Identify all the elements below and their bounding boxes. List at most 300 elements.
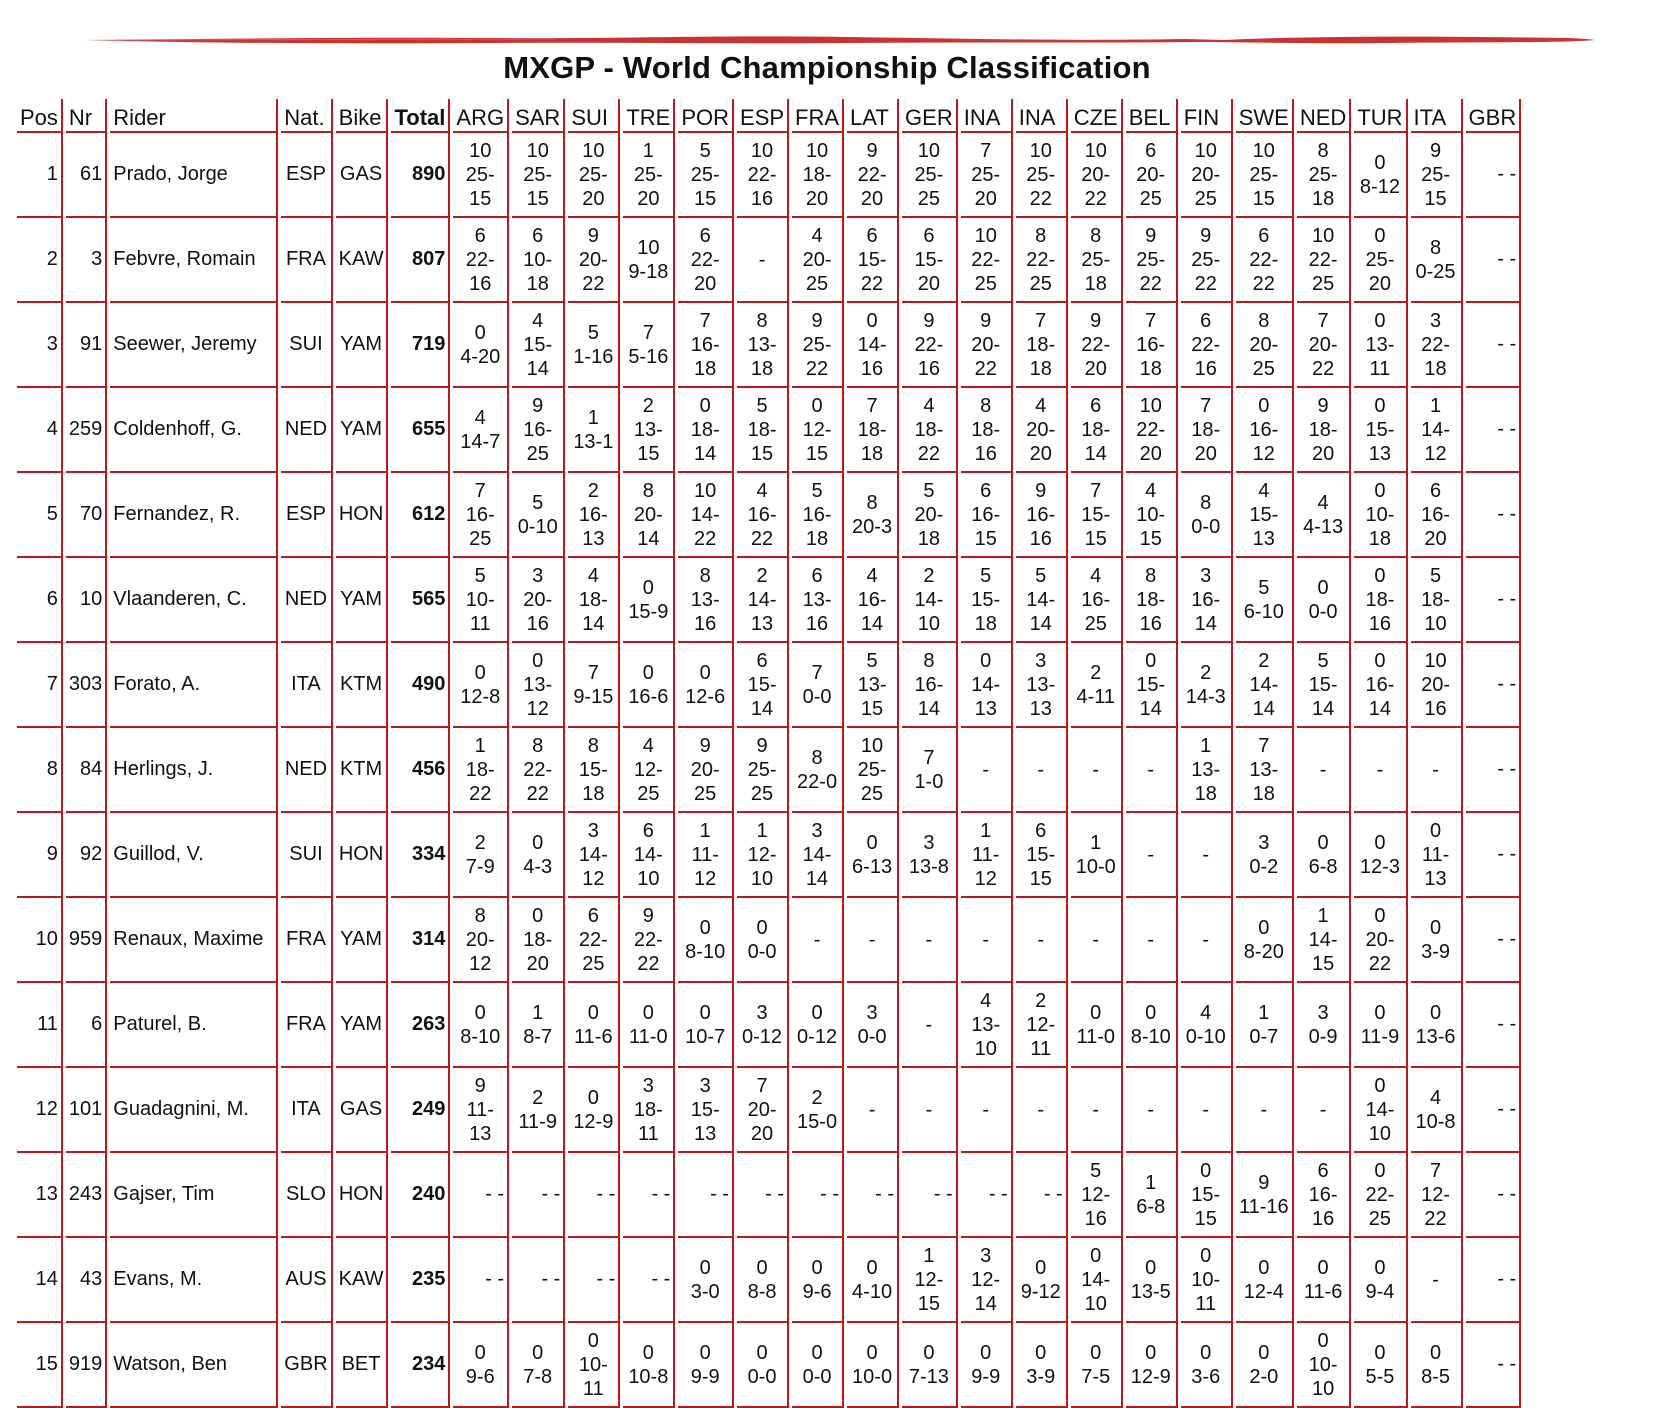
- round-points: 7: [474, 479, 486, 502]
- heat-points: 22-: [1249, 248, 1279, 271]
- heat-points: 20: [974, 187, 997, 210]
- column-header-nat: Nat.: [281, 99, 332, 133]
- round-points: 8: [532, 734, 544, 757]
- heat-points: 16-: [1365, 673, 1395, 696]
- nationality-cell: GBR: [281, 1323, 332, 1408]
- round-result-cell: [792, 1153, 844, 1238]
- heat-points: 15: [1252, 187, 1275, 210]
- round-result-cell: [1181, 1238, 1233, 1323]
- round-result-cell: [1411, 813, 1463, 898]
- heat-points: - -: [820, 1183, 840, 1205]
- heat-points: 11-: [691, 843, 719, 866]
- round-result-cell: [1236, 558, 1294, 643]
- round-result-cell: [792, 218, 844, 303]
- heat-points: 0-25: [1415, 260, 1456, 283]
- round-points: 4: [532, 309, 544, 332]
- heat-points: -: [813, 928, 821, 951]
- round-result-cell: [1071, 303, 1123, 388]
- round-points: 0: [587, 1329, 599, 1352]
- round-points: 4: [1035, 394, 1047, 417]
- round-result-cell: [961, 303, 1013, 388]
- heat-points: 25: [750, 782, 774, 805]
- round-result-cell: [678, 1323, 734, 1408]
- round-result-cell: [568, 473, 620, 558]
- heat-points: 18-: [578, 588, 608, 611]
- round-result-cell: [1354, 1238, 1407, 1323]
- round-points: 6: [1258, 224, 1270, 247]
- nationality-cell: ESP: [281, 133, 332, 218]
- heat-points: 25: [694, 782, 717, 805]
- round-result-cell: [512, 558, 565, 643]
- heat-points: 13-: [971, 1013, 1001, 1036]
- heat-points: 25-: [1136, 248, 1166, 271]
- round-points: 2: [532, 1086, 544, 1109]
- heat-points: 25-: [1026, 163, 1056, 186]
- bike-cell: KTM: [336, 728, 389, 813]
- round-result-cell: [568, 388, 620, 473]
- round-result-cell: [1297, 1323, 1351, 1408]
- round-points: 3: [1429, 309, 1442, 332]
- round-points: 3: [1200, 564, 1212, 587]
- round-result-cell: [1354, 218, 1407, 303]
- round-result-cell: [1354, 983, 1407, 1068]
- round-result-cell: [1354, 133, 1407, 218]
- heat-points: 16-: [802, 503, 832, 526]
- round-result-cell: [1466, 813, 1522, 898]
- round-points: 10: [1252, 139, 1275, 162]
- round-points: 6: [1317, 1159, 1329, 1182]
- round-result-cell: [1411, 388, 1463, 473]
- heat-points: 20-: [1081, 163, 1111, 186]
- round-result-cell: [1354, 303, 1407, 388]
- round-points: 1: [1145, 1171, 1157, 1194]
- position-cell: 4: [17, 388, 63, 473]
- round-points: 9: [587, 224, 599, 247]
- round-result-cell: [1181, 1323, 1233, 1408]
- round-points: 0: [1258, 394, 1270, 417]
- round-points: 7: [756, 1074, 768, 1097]
- round-result-cell: [1181, 303, 1233, 388]
- round-result-cell: [623, 728, 675, 813]
- round-result-cell: [792, 813, 844, 898]
- heat-points: 20: [1368, 272, 1392, 295]
- heat-points: 10: [974, 1037, 997, 1060]
- rider-number-cell: 10: [66, 558, 107, 643]
- heat-points: 20-: [465, 928, 495, 951]
- round-result-cell: [678, 1238, 734, 1323]
- round-result-cell: [1016, 1068, 1068, 1153]
- heat-points: 22: [1084, 187, 1107, 210]
- round-result-cell: [1126, 218, 1178, 303]
- round-points: 0: [699, 1341, 711, 1364]
- round-points: 0: [1200, 1159, 1212, 1182]
- heat-points: 25: [1084, 612, 1107, 635]
- round-points: 0: [1374, 479, 1386, 502]
- heat-points: -: [1319, 1098, 1327, 1121]
- round-result-cell: [961, 1068, 1013, 1153]
- round-result-cell: [1181, 558, 1233, 643]
- round-result-cell: [1236, 388, 1294, 473]
- round-points: 10: [1311, 224, 1335, 247]
- round-points: 0: [474, 321, 486, 344]
- round-points: 10: [694, 479, 717, 502]
- round-result-cell: [847, 1068, 899, 1153]
- heat-points: 13: [974, 697, 997, 720]
- round-points: 7: [980, 139, 992, 162]
- round-result-cell: [1354, 1068, 1407, 1153]
- round-points: 0: [1374, 1074, 1386, 1097]
- round-points: 0: [1145, 1256, 1157, 1279]
- round-result-cell: [568, 983, 620, 1068]
- heat-points: -: [1260, 1098, 1268, 1121]
- heat-points: 0-0: [1191, 515, 1221, 538]
- round-result-cell: [1236, 983, 1294, 1068]
- round-points: 0: [532, 831, 544, 854]
- round-result-cell: [737, 218, 789, 303]
- heat-points: 18-: [802, 163, 832, 186]
- heat-points: -: [1037, 758, 1045, 781]
- heat-points: 20: [1311, 442, 1335, 465]
- round-result-cell: [1297, 813, 1351, 898]
- heat-points: 18: [1084, 272, 1107, 295]
- heat-points: 6-8: [1308, 855, 1338, 878]
- round-points: 0: [642, 576, 654, 599]
- heat-points: 12-: [633, 758, 663, 781]
- heat-points: 22: [1368, 952, 1392, 975]
- round-result-cell: [902, 813, 958, 898]
- heat-points: 20: [1139, 442, 1162, 465]
- round-result-cell: [1411, 1323, 1463, 1408]
- column-header-lat-13: LAT: [847, 99, 899, 133]
- round-result-cell: [737, 1323, 789, 1408]
- table-row: [17, 728, 1521, 813]
- heat-points: 4-10: [852, 1280, 893, 1303]
- heat-points: 13-: [523, 673, 553, 696]
- heat-points: 3-0: [690, 1280, 720, 1303]
- heat-points: 11-0: [629, 1025, 668, 1048]
- round-result-cell: [568, 898, 620, 983]
- round-result-cell: [1126, 1068, 1178, 1153]
- round-points: 0: [1374, 394, 1386, 417]
- round-result-cell: [902, 1153, 958, 1238]
- total-points-cell: 719: [391, 303, 450, 388]
- round-points: 2: [587, 479, 599, 502]
- heat-points: 11-6: [574, 1025, 613, 1048]
- heat-points: 22: [582, 272, 605, 295]
- heat-points: 25: [1368, 1207, 1392, 1230]
- heat-points: 13-: [1191, 758, 1221, 781]
- heat-points: 15: [526, 187, 549, 210]
- round-points: 1: [699, 819, 711, 842]
- heat-points: 6-10: [1243, 600, 1284, 623]
- round-result-cell: [678, 813, 734, 898]
- heat-points: 13-: [690, 588, 720, 611]
- round-points: 10: [1029, 139, 1052, 162]
- heat-points: - -: [651, 1183, 671, 1205]
- heat-points: 16: [1311, 1207, 1335, 1230]
- heat-points: 16-: [1249, 418, 1279, 441]
- round-points: 9: [866, 139, 878, 162]
- heat-points: - -: [1497, 418, 1517, 440]
- heat-points: 13: [1368, 442, 1392, 465]
- round-result-cell: [1126, 643, 1178, 728]
- round-points: 8: [1035, 224, 1047, 247]
- nationality-cell: FRA: [281, 218, 332, 303]
- round-result-cell: [1354, 898, 1407, 983]
- round-result-cell: [1236, 473, 1294, 558]
- round-result-cell: [792, 303, 844, 388]
- round-points: 2: [1090, 661, 1102, 684]
- heat-points: -: [1319, 758, 1327, 781]
- heat-points: 20-: [747, 1098, 777, 1121]
- round-points: 0: [1145, 649, 1157, 672]
- total-points-cell: 655: [391, 388, 450, 473]
- heat-points: 18-: [523, 928, 553, 951]
- round-points: 5: [866, 649, 878, 672]
- heat-points: 0-9: [1308, 1025, 1338, 1048]
- round-points: 2: [1035, 989, 1047, 1012]
- heat-points: 14: [1139, 697, 1162, 720]
- column-header-por-10: POR: [678, 99, 734, 133]
- heat-points: - -: [1497, 503, 1517, 525]
- heat-points: 14: [1029, 612, 1052, 635]
- round-points: 10: [750, 139, 774, 162]
- round-points: 3: [980, 1244, 992, 1267]
- column-header-ina-15: INA: [961, 99, 1013, 133]
- heat-points: 2-0: [1249, 1365, 1279, 1388]
- heat-points: 10-: [1191, 1268, 1221, 1291]
- heat-points: 14-: [1421, 418, 1450, 441]
- round-points: 8: [923, 649, 935, 672]
- round-points: 6: [1200, 309, 1212, 332]
- round-result-cell: [568, 1153, 620, 1238]
- heat-points: - -: [541, 1268, 561, 1290]
- heat-points: 13-: [1026, 673, 1056, 696]
- rider-name-cell: Coldenhoff, G.: [110, 388, 278, 473]
- round-result-cell: [1181, 133, 1233, 218]
- heat-points: 16: [1084, 1207, 1107, 1230]
- heat-points: 25-: [1249, 163, 1279, 186]
- round-points: 1: [756, 819, 768, 842]
- round-result-cell: [1071, 898, 1123, 983]
- round-points: 10: [1424, 649, 1447, 672]
- round-points: 0: [1035, 1341, 1047, 1364]
- round-points: 5: [980, 564, 992, 587]
- heat-points: 18-: [633, 1098, 663, 1121]
- heat-points: 14: [917, 697, 941, 720]
- round-points: 10: [917, 139, 941, 162]
- heat-points: - -: [933, 1183, 953, 1205]
- round-result-cell: [1181, 218, 1233, 303]
- heat-points: 15: [1311, 952, 1335, 975]
- heat-points: 5-16: [628, 345, 669, 368]
- heat-points: 16: [526, 612, 549, 635]
- heat-points: - -: [596, 1268, 616, 1290]
- round-points: 9: [811, 309, 823, 332]
- round-result-cell: [1016, 1238, 1068, 1323]
- round-result-cell: [453, 1153, 509, 1238]
- heat-points: 18: [1368, 527, 1392, 550]
- heat-points: 13-: [1365, 333, 1395, 356]
- round-result-cell: [847, 643, 899, 728]
- round-points: 10: [805, 139, 829, 162]
- round-result-cell: [1181, 983, 1233, 1068]
- heat-points: 25: [1139, 187, 1162, 210]
- heat-points: -: [758, 248, 766, 271]
- heat-points: 14: [974, 1292, 997, 1315]
- round-result-cell: [1236, 728, 1294, 813]
- heat-points: 25: [917, 187, 941, 210]
- round-result-cell: [1181, 473, 1233, 558]
- heat-points: 3-9: [1026, 1365, 1056, 1388]
- round-result-cell: [902, 218, 958, 303]
- heat-points: 20: [750, 1122, 774, 1145]
- heat-points: 15: [1194, 1207, 1217, 1230]
- heat-points: 15-: [690, 1098, 720, 1121]
- nationality-cell: FRA: [281, 898, 332, 983]
- round-result-cell: [1016, 983, 1068, 1068]
- heat-points: 18: [750, 357, 774, 380]
- nationality-cell: SLO: [281, 1153, 332, 1238]
- round-points: 6: [587, 904, 599, 927]
- round-result-cell: [847, 388, 899, 473]
- heat-points: 16: [694, 612, 717, 635]
- total-points-cell: 235: [391, 1238, 450, 1323]
- total-points-cell: 334: [391, 813, 450, 898]
- round-result-cell: [902, 133, 958, 218]
- round-result-cell: [961, 1323, 1013, 1408]
- heat-points: 14-: [971, 673, 1001, 696]
- round-points: 4: [474, 406, 486, 429]
- heat-points: 9-9: [690, 1365, 720, 1388]
- heat-points: 15-: [578, 758, 608, 781]
- heat-points: 18-: [1026, 333, 1056, 356]
- round-points: 6: [699, 224, 711, 247]
- round-points: 10: [1084, 139, 1107, 162]
- heat-points: 12: [469, 952, 492, 975]
- position-cell: 15: [17, 1323, 63, 1408]
- round-result-cell: [568, 303, 620, 388]
- round-result-cell: [1411, 218, 1463, 303]
- heat-points: 3-9: [1421, 940, 1450, 963]
- heat-points: 9-9: [971, 1365, 1001, 1388]
- bike-cell: YAM: [336, 898, 389, 983]
- total-points-cell: 314: [391, 898, 450, 983]
- heat-points: -: [1202, 928, 1210, 951]
- round-result-cell: [1297, 1068, 1351, 1153]
- round-points: 7: [866, 394, 878, 417]
- round-result-cell: [1236, 898, 1294, 983]
- rider-number-cell: 101: [66, 1068, 107, 1153]
- round-result-cell: [453, 1068, 509, 1153]
- round-points: 8: [1090, 224, 1102, 247]
- heat-points: -: [982, 758, 990, 781]
- column-header-fin-19: FIN: [1181, 99, 1233, 133]
- round-result-cell: [1466, 728, 1522, 813]
- position-cell: 14: [17, 1238, 63, 1323]
- heat-points: 18: [1311, 187, 1335, 210]
- heat-points: 13-1: [573, 430, 614, 453]
- round-result-cell: [1016, 898, 1068, 983]
- column-header-ned-21: NED: [1297, 99, 1351, 133]
- round-result-cell: [1411, 133, 1463, 218]
- round-result-cell: [1297, 473, 1351, 558]
- round-result-cell: [1411, 728, 1463, 813]
- heat-points: 10-: [1308, 1353, 1338, 1376]
- round-result-cell: [1236, 303, 1294, 388]
- round-result-cell: [1016, 1153, 1068, 1238]
- round-result-cell: [1297, 388, 1351, 473]
- column-header-gbr-24: GBR: [1466, 99, 1522, 133]
- heat-points: 11: [1030, 1037, 1052, 1060]
- round-result-cell: [678, 133, 734, 218]
- round-result-cell: [453, 133, 509, 218]
- heat-points: 10: [637, 867, 660, 890]
- heat-points: 8-10: [460, 1025, 501, 1048]
- heat-points: 7-5: [1081, 1365, 1111, 1388]
- round-points: 8: [699, 564, 711, 587]
- round-points: 0: [811, 394, 823, 417]
- heat-points: 1-16: [573, 345, 614, 368]
- round-points: 7: [642, 321, 654, 344]
- round-points: 10: [637, 236, 660, 259]
- heat-points: 10-8: [1415, 1110, 1456, 1133]
- round-points: 6: [1090, 394, 1102, 417]
- heat-points: 16: [974, 442, 997, 465]
- round-result-cell: [961, 813, 1013, 898]
- round-points: 0: [1374, 1159, 1386, 1182]
- round-result-cell: [1016, 728, 1068, 813]
- round-result-cell: [1297, 303, 1351, 388]
- round-points: 6: [923, 224, 935, 247]
- bike-cell: HON: [336, 1153, 389, 1238]
- bike-cell: KAW: [336, 218, 389, 303]
- round-points: 0: [642, 661, 654, 684]
- round-result-cell: [1016, 558, 1068, 643]
- round-result-cell: [1016, 473, 1068, 558]
- heat-points: 25: [1029, 272, 1052, 295]
- position-cell: 2: [17, 218, 63, 303]
- heat-points: - -: [1497, 1353, 1517, 1375]
- round-points: 0: [1258, 916, 1270, 939]
- heat-points: 25-: [914, 163, 944, 186]
- heat-points: 18: [974, 612, 997, 635]
- round-points: 3: [1258, 831, 1270, 854]
- heat-points: 15: [805, 442, 829, 465]
- heat-points: 20-: [633, 503, 663, 526]
- round-result-cell: [737, 388, 789, 473]
- table-body: [17, 133, 1521, 1408]
- heat-points: 15-: [914, 248, 944, 271]
- bike-cell: YAM: [336, 558, 389, 643]
- title-brush-stroke-divider: [85, 33, 1595, 47]
- heat-points: 10-: [1365, 503, 1395, 526]
- round-points: 0: [1317, 1329, 1329, 1352]
- heat-points: 16: [860, 357, 884, 380]
- heat-points: 16-: [971, 503, 1001, 526]
- heat-points: 18-: [690, 418, 720, 441]
- round-points: 7: [1145, 309, 1157, 332]
- heat-points: 11-0: [1076, 1025, 1115, 1048]
- heat-points: - -: [710, 1183, 730, 1205]
- heat-points: 25-: [971, 163, 1001, 186]
- heat-points: 18: [805, 527, 829, 550]
- round-points: 7: [1258, 734, 1270, 757]
- heat-points: 14: [582, 612, 605, 635]
- heat-points: 25-: [1191, 248, 1221, 271]
- round-result-cell: [512, 728, 565, 813]
- round-points: 5: [699, 139, 711, 162]
